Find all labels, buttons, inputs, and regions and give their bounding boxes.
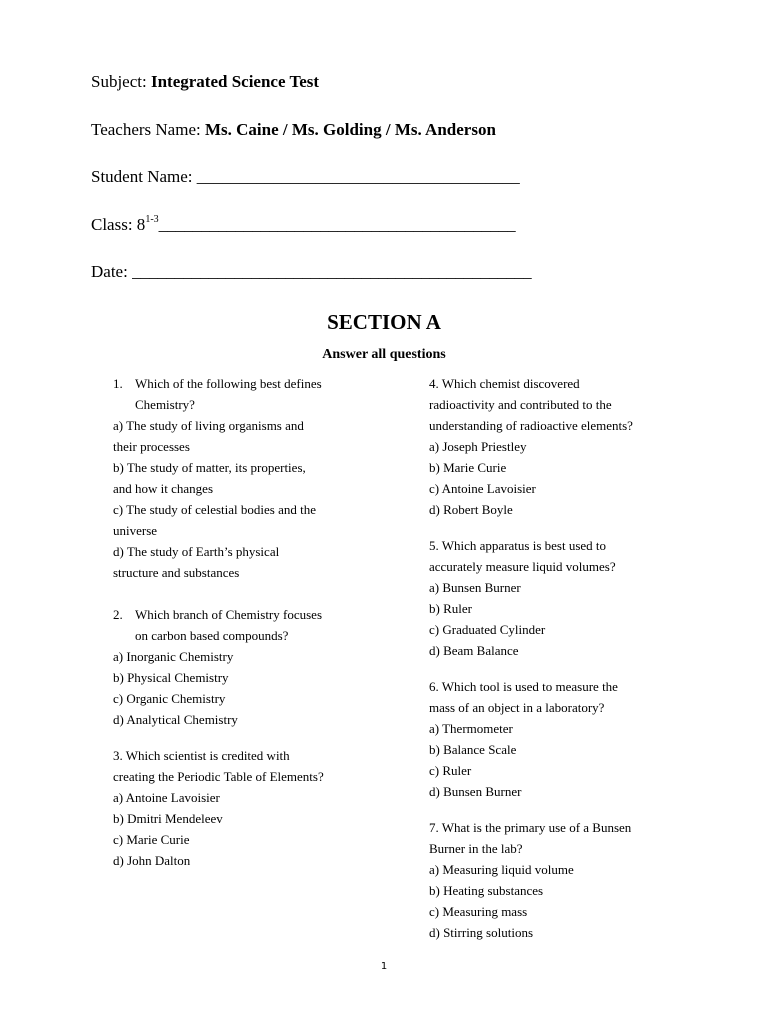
- spacer: [429, 520, 729, 535]
- question-2: [113, 604, 398, 730]
- question-3-option: c) Marie Curie: [113, 832, 190, 847]
- question-5-option: b) Ruler: [429, 601, 472, 616]
- question-5-option: d) Beam Balance: [429, 643, 519, 658]
- question-7-option: a) Measuring liquid volume: [429, 862, 574, 877]
- question-3: [113, 745, 398, 871]
- question-6-option: c) Ruler: [429, 763, 472, 778]
- question-4: [429, 373, 729, 520]
- question-2-option: b) Physical Chemistry: [113, 670, 229, 685]
- question-5-text-line: accurately measure liquid volumes?: [429, 559, 616, 574]
- class-label: Class: 8: [91, 215, 146, 234]
- question-5: [429, 535, 729, 661]
- question-4-option: b) Marie Curie: [429, 460, 507, 475]
- question-1-text-line: Which of the following best defines: [135, 376, 322, 391]
- subject-value: Integrated Science Test: [150, 72, 320, 91]
- question-2-option: c) Organic Chemistry: [113, 691, 226, 706]
- question-1-option-line: a) The study of living organisms and: [113, 418, 304, 433]
- question-6-option: d) Bunsen Burner: [429, 784, 522, 799]
- question-1-stem: [113, 373, 398, 415]
- section-title: SECTION A: [327, 310, 441, 334]
- teacher-line: [91, 120, 496, 140]
- question-3-text-line: creating the Periodic Table of Elements?: [113, 769, 324, 784]
- question-1-option-line: universe: [113, 523, 158, 538]
- teacher-label: Teachers Name:: [91, 120, 205, 139]
- date-label: Date:: [91, 262, 133, 281]
- subject-line: [91, 72, 319, 92]
- question-2-option: d) Analytical Chemistry: [113, 712, 238, 727]
- question-7-text-line: 7. What is the primary use of a Bunsen: [429, 820, 632, 835]
- question-7-option: b) Heating substances: [429, 883, 544, 898]
- question-5-text-line: 5. Which apparatus is best used to: [429, 538, 607, 553]
- question-4-text-line: understanding of radioactive elements?: [429, 418, 633, 433]
- question-6-text-line: 6. Which tool is used to measure the: [429, 679, 618, 694]
- spacer: [113, 583, 398, 604]
- spacer: [429, 661, 729, 676]
- question-2-stem: [113, 604, 398, 646]
- question-4-text-line: radioactivity and contributed to the: [429, 397, 612, 412]
- student-name-label: Student Name:: [91, 167, 197, 186]
- question-4-option: c) Antoine Lavoisier: [429, 481, 536, 496]
- question-3-text-line: 3. Which scientist is credited with: [113, 748, 290, 763]
- question-3-option: b) Dmitri Mendeleev: [113, 811, 223, 826]
- question-4-option: d) Robert Boyle: [429, 502, 513, 517]
- question-3-option: a) Antoine Lavoisier: [113, 790, 220, 805]
- page-number: 1: [380, 961, 388, 972]
- question-2-text-line: on carbon based compounds?: [135, 628, 289, 643]
- teacher-value: Ms. Caine / Ms. Golding / Ms. Anderson: [204, 120, 496, 139]
- question-2-option: a) Inorganic Chemistry: [113, 649, 234, 664]
- question-1-option-line: structure and substances: [113, 565, 240, 580]
- date-line: [91, 262, 532, 282]
- right-question-column: [429, 373, 729, 943]
- question-1-option-line: c) The study of celestial bodies and the: [113, 502, 317, 517]
- question-7-option: c) Measuring mass: [429, 904, 528, 919]
- question-6: [429, 676, 729, 802]
- question-1-option-line: b) The study of matter, its properties,: [113, 460, 306, 475]
- question-6-option: a) Thermometer: [429, 721, 513, 736]
- question-1-option-line: their processes: [113, 439, 190, 454]
- question-1-option-line: d) The study of Earth’s physical: [113, 544, 280, 559]
- question-1: [113, 373, 398, 583]
- date-blank: _______________________________________________: [132, 262, 532, 281]
- question-7: [429, 817, 729, 943]
- question-3-option: d) John Dalton: [113, 853, 191, 868]
- question-5-option: a) Bunsen Burner: [429, 580, 521, 595]
- question-1-text-line: Chemistry?: [135, 397, 195, 412]
- question-6-option: b) Balance Scale: [429, 742, 517, 757]
- question-2-number: 2.: [113, 607, 123, 622]
- class-line: [91, 215, 516, 235]
- question-5-option: c) Graduated Cylinder: [429, 622, 546, 637]
- question-1-number: 1.: [113, 376, 123, 391]
- section-subtitle: Answer all questions: [322, 347, 446, 362]
- question-7-text-line: Burner in the lab?: [429, 841, 523, 856]
- question-4-option: a) Joseph Priestley: [429, 439, 527, 454]
- class-blank: __________________________________________: [158, 215, 516, 234]
- question-2-text-line: Which branch of Chemistry focuses: [135, 607, 323, 622]
- spacer: [429, 802, 729, 817]
- class-superscript: 1-3: [145, 214, 159, 225]
- question-1-option-line: and how it changes: [113, 481, 214, 496]
- question-4-text-line: 4. Which chemist discovered: [429, 376, 580, 391]
- spacer: [113, 730, 398, 745]
- subject-label: Subject:: [91, 72, 151, 91]
- question-6-text-line: mass of an object in a laboratory?: [429, 700, 605, 715]
- student-name-blank: ______________________________________: [196, 167, 520, 186]
- left-question-column: [113, 373, 398, 871]
- student-name-line: [91, 167, 520, 187]
- question-7-option: d) Stirring solutions: [429, 925, 534, 940]
